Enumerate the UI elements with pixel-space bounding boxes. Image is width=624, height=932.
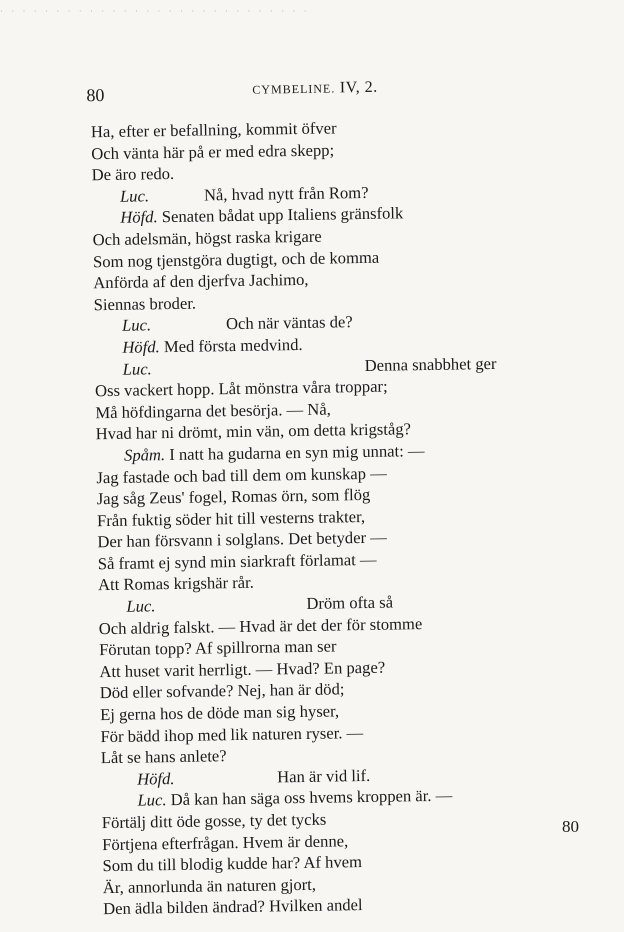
verse-line: Förutan topp? Af spillrorna man ser	[98, 636, 337, 660]
verse-line: Må höfdingarna det besörja. — Nå,	[95, 399, 331, 422]
verse-line: Ha, efter er befallning, kommit öfver	[90, 118, 337, 142]
verse-line: För bädd ihop med lik naturen ryser. —	[100, 722, 364, 746]
verse-line: Låt se hans anlete?	[100, 746, 227, 768]
verse-line: Höfd. Senaten bådat upp Italiens gränsfolk	[120, 203, 404, 228]
verse-line: Från fuktig söder hit till vesterns trakter,	[96, 506, 366, 530]
speaker-name: Luc.	[121, 315, 152, 336]
verse-line: De äro redo.	[91, 164, 175, 185]
verse-line: Anförda af den djerfva Jachimo,	[93, 270, 309, 293]
verse-line: Luc. Denna snabbhet ger	[122, 353, 497, 379]
verse-line: Och vänta här på er med edra skepp;	[91, 140, 335, 163]
speaker-name: Luc.	[137, 790, 167, 811]
scan-artifact: · · · · · · · · · · · · · · · · · · · · · · · · · · · ·	[0, 6, 310, 16]
verse-line: Der han försvann i solglans. Det betyder —	[97, 527, 387, 552]
speaker-name: Luc.	[122, 358, 152, 379]
verse-text	[91, 114, 543, 920]
verse-line: Att Romas krigshär rår.	[97, 573, 255, 595]
verse-line: Så framt ej synd min siarkraft förlamat —	[97, 549, 377, 574]
verse-line: Död eller sofvande? Nej, han är död;	[99, 679, 345, 703]
verse-line: Jag såg Zeus' fogel, Romas örn, som flög	[96, 484, 371, 509]
verse-line: Luc. Och när väntas de?	[121, 312, 353, 336]
page-number: 80	[86, 85, 105, 106]
speaker-name: Luc.	[126, 596, 156, 616]
verse-line: Höfd. Med första medvind.	[122, 334, 303, 357]
verse-line: Förtälj ditt öde gosse, ty det tycks	[101, 809, 327, 833]
verse-line: Som nog tjenstgöra dugtigt, och de komma	[92, 247, 380, 271]
verse-line: Och adelsmän, högst raska krigare	[92, 226, 322, 250]
running-head-title: CYMBELINE.	[252, 81, 336, 97]
verse-line: Är, annorlunda än naturen gjort,	[102, 874, 317, 897]
verse-line: Ej gerna hos de döde man sig hyser,	[99, 701, 340, 725]
verse-line: Hvad har ni drömt, min vän, om detta krigståg?	[95, 419, 412, 444]
verse-line: Förtjena efterfrågan. Hvem är denne,	[102, 830, 349, 854]
margin-page-number: 80	[562, 817, 579, 836]
speaker-name: Höfd.	[136, 768, 175, 789]
verse-line: Den ädla bilden ändrad? Hvilken andel	[103, 895, 363, 919]
speaker-name: Spåm.	[123, 445, 166, 465]
verse-line: Spåm. I natt ha gudarna en syn mig unnat: —	[123, 440, 425, 465]
verse-line: Jag fastade och bad till dem om kunskap —	[96, 463, 387, 487]
running-head-act-scene: IV, 2.	[339, 78, 378, 97]
verse-line: Luc. Då kan han säga oss hvems kroppen är. —	[137, 786, 453, 811]
verse-line: Oss vackert hopp. Låt mönstra våra troppar;	[94, 376, 388, 401]
speaker-name: Höfd.	[122, 337, 160, 357]
verse-line: Siennas broder.	[93, 293, 197, 314]
verse-line: Luc. Dröm ofta så	[126, 592, 394, 616]
verse-line: Som du till blodig kudde har? Af hvem	[102, 852, 363, 876]
running-head	[252, 79, 378, 99]
verse-line: Att huset varit herrligt. — Hvad? En page?	[99, 657, 386, 682]
speaker-name: Luc.	[119, 186, 150, 206]
verse-line: Höfd. Han är vid lif.	[136, 765, 371, 789]
verse-line: Och aldrig falskt. — Hvad är det der för stomme	[98, 613, 423, 638]
speaker-name: Höfd.	[120, 207, 158, 228]
verse-line: Luc. Nå, hvad nytt från Rom?	[119, 182, 369, 206]
